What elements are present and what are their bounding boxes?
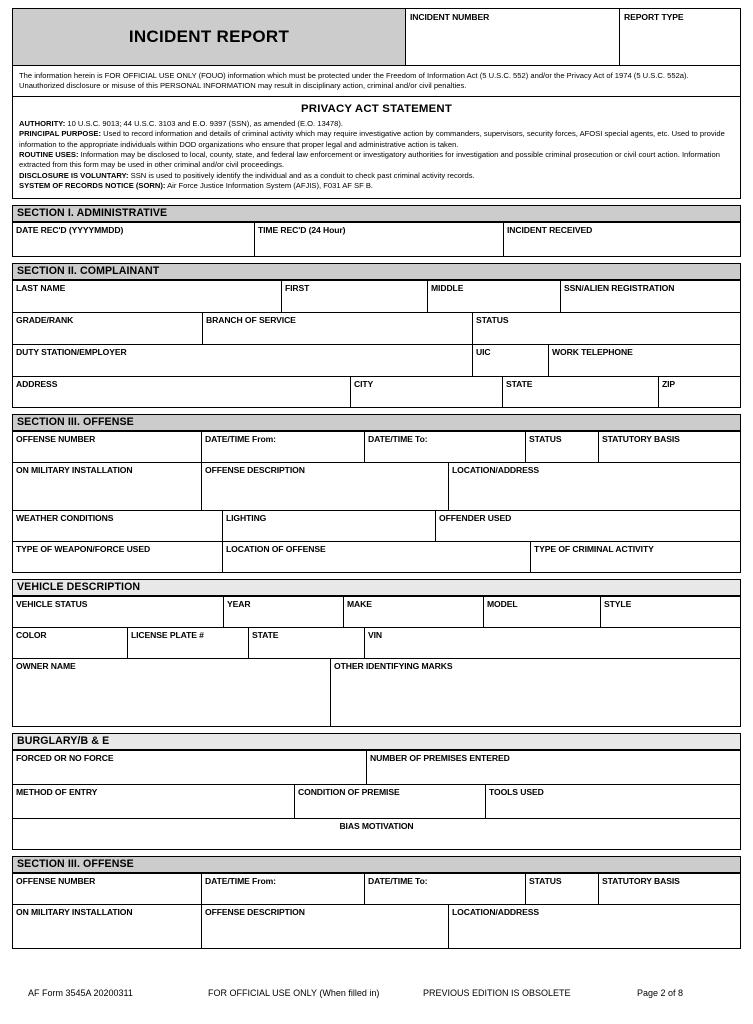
vehicle-year-label: YEAR	[227, 598, 251, 609]
number-of-premises-label: NUMBER OF PREMISES ENTERED	[370, 752, 510, 763]
address-label: ADDRESS	[16, 378, 58, 389]
offense2-status-label: STATUS	[529, 875, 562, 886]
offense-location-address-label: LOCATION/ADDRESS	[452, 464, 540, 475]
forced-or-no-force-label: FORCED OR NO FORCE	[16, 752, 114, 763]
weather-conditions-field[interactable]	[12, 510, 222, 541]
privacy-act-line-label: ROUTINE USES:	[19, 150, 79, 160]
offense2-description-field[interactable]	[201, 904, 448, 948]
offense-datetime-from-field[interactable]	[201, 431, 364, 462]
privacy-act-line	[19, 129, 734, 150]
last-name-field[interactable]	[12, 280, 281, 312]
offense2-location-address-field[interactable]	[448, 904, 741, 948]
work-telephone-field[interactable]	[548, 344, 741, 376]
status-label: STATUS	[476, 314, 509, 325]
owner-name-label: OWNER NAME	[16, 660, 76, 671]
offense-status-field[interactable]	[525, 431, 598, 462]
address-field[interactable]	[12, 376, 350, 407]
privacy-act-line	[19, 119, 734, 129]
type-of-criminal-activity-field[interactable]	[530, 541, 741, 572]
date-recd-field[interactable]	[12, 222, 254, 256]
zip-field[interactable]	[658, 376, 741, 407]
uic-field[interactable]	[472, 344, 548, 376]
first-name-field[interactable]	[281, 280, 427, 312]
privacy-act-line	[19, 171, 734, 181]
section-bar-complainant	[12, 263, 741, 280]
vehicle-color-field[interactable]	[12, 627, 127, 658]
fouo-notice-text: The information herein is FOR OFFICIAL USE ONLY (FOUO) information which must be protected under the Freedom of Information Act (5 U.S.C. 552) and/or the Privacy Act of 1974 (5 U.S.C. 552a). Unauthorized disclosure or misuse of this PERSONAL INFORMATION may result in disciplinary action, criminal and/or civil penalties.	[19, 71, 689, 91]
section-bar-label: SECTION III. OFFENSE	[17, 416, 134, 429]
vehicle-make-field[interactable]	[343, 596, 483, 627]
vehicle-model-label: MODEL	[487, 598, 518, 609]
form-header	[12, 8, 741, 66]
date-recd-label: DATE REC'D (YYYYMMDD)	[16, 224, 124, 235]
offense2-number-label: OFFENSE NUMBER	[16, 875, 96, 886]
offense2-location-address-label: LOCATION/ADDRESS	[452, 906, 540, 917]
offender-used-field[interactable]	[435, 510, 741, 541]
type-of-criminal-activity-label: TYPE OF CRIMINAL ACTIVITY	[534, 543, 654, 554]
time-recd-label: TIME REC'D (24 Hour)	[258, 224, 346, 235]
grade-rank-field[interactable]	[12, 312, 202, 344]
type-of-weapon-label: TYPE OF WEAPON/FORCE USED	[16, 543, 151, 554]
offense2-datetime-from-field[interactable]	[201, 873, 364, 904]
table-row	[12, 510, 741, 541]
offense-number-label: OFFENSE NUMBER	[16, 433, 96, 444]
last-name-label: LAST NAME	[16, 282, 66, 293]
vin-field[interactable]	[364, 627, 741, 658]
table-row	[12, 904, 741, 948]
offense2-on-military-installation-label: ON MILITARY INSTALLATION	[16, 906, 133, 917]
vehicle-style-label: STYLE	[604, 598, 632, 609]
privacy-act-line	[19, 150, 734, 171]
offense-description-label: OFFENSE DESCRIPTION	[205, 464, 305, 475]
number-of-premises-field[interactable]	[366, 750, 741, 784]
work-telephone-label: WORK TELEPHONE	[552, 346, 633, 357]
table-row	[12, 462, 741, 510]
offense2-datetime-to-field[interactable]	[364, 873, 525, 904]
vehicle-model-field[interactable]	[483, 596, 600, 627]
offense2-statutory-basis-field[interactable]	[598, 873, 741, 904]
privacy-act-line-text: 10 U.S.C. 9013; 44 U.S.C. 3103 and E.O. 9397 (SSN), as amended (E.O. 13478).	[65, 118, 344, 128]
state-label: STATE	[506, 378, 533, 389]
branch-of-service-label: BRANCH OF SERVICE	[206, 314, 296, 325]
offense-datetime-to-label: DATE/TIME To:	[368, 433, 428, 444]
city-label: CITY	[354, 378, 374, 389]
forced-or-no-force-field[interactable]	[12, 750, 366, 784]
city-field[interactable]	[350, 376, 502, 407]
page-title: INCIDENT REPORT	[128, 27, 290, 46]
weather-conditions-label: WEATHER CONDITIONS	[16, 512, 114, 523]
privacy-act-line-label: DISCLOSURE IS VOLUNTARY:	[19, 170, 129, 180]
condition-of-premise-field[interactable]	[294, 784, 485, 818]
table-row	[12, 280, 741, 312]
incident-received-label: INCIDENT RECEIVED	[507, 224, 593, 235]
offense2-datetime-to-label: DATE/TIME To:	[368, 875, 428, 886]
duty-station-field[interactable]	[12, 344, 472, 376]
footer-fouo-text: FOR OFFICIAL USE ONLY (When filled in)	[208, 988, 380, 998]
privacy-act-line-label: AUTHORITY:	[19, 118, 66, 128]
license-plate-field[interactable]	[127, 627, 248, 658]
type-of-weapon-field[interactable]	[12, 541, 222, 572]
vin-label: VIN	[368, 629, 383, 640]
vehicle-make-label: MAKE	[347, 598, 372, 609]
privacy-act-line-label: SYSTEM OF RECORDS NOTICE (SORN):	[19, 181, 166, 191]
other-identifying-marks-label: OTHER IDENTIFYING MARKS	[334, 660, 453, 671]
method-of-entry-field[interactable]	[12, 784, 294, 818]
report-type-field[interactable]	[620, 9, 740, 65]
tools-used-field[interactable]	[485, 784, 741, 818]
incident-received-field[interactable]	[503, 222, 741, 256]
ssn-field[interactable]	[560, 280, 741, 312]
footer-form-id: AF Form 3545A 20200311	[28, 988, 133, 998]
offense2-statutory-basis-label: STATUTORY BASIS	[602, 875, 680, 886]
table-row	[12, 312, 741, 344]
footer-previous-edition: PREVIOUS EDITION IS OBSOLETE	[423, 988, 571, 998]
privacy-act-line-text: Used to record information and details of criminal activity which may require investigative action by commanders, supervisors, security forces, AFOSI special agents, etc. Used to provide information to the appropriate individuals within DOD organizations who ensure that proper legal and administrative action is taken.	[19, 129, 725, 149]
vehicle-state-field[interactable]	[248, 627, 364, 658]
table-row	[12, 784, 741, 818]
offense-location-address-field[interactable]	[448, 462, 741, 510]
privacy-act-line-text: Information may be disclosed to local, county, state, and federal law enforcement or investigatory authorities for investigation and possible criminal prosecution or civil court action. Information extracted from this form may be used in other criminal and/or civil proceedings.	[19, 150, 720, 170]
section-bar-label: VEHICLE DESCRIPTION	[17, 581, 141, 594]
offense2-on-military-installation-field[interactable]	[12, 904, 201, 948]
vehicle-year-field[interactable]	[223, 596, 343, 627]
table-row	[12, 658, 741, 726]
tools-used-label: TOOLS USED	[489, 786, 544, 797]
offense2-datetime-from-label: DATE/TIME From:	[205, 875, 276, 886]
method-of-entry-label: METHOD OF ENTRY	[16, 786, 98, 797]
section-bar-offense-2	[12, 856, 741, 873]
section-bar-label: BURGLARY/B & E	[17, 735, 110, 748]
offense-datetime-from-label: DATE/TIME From:	[205, 433, 276, 444]
report-type-label: REPORT TYPE	[624, 12, 684, 22]
section-bar-administrative	[12, 205, 741, 222]
table-row	[12, 818, 741, 849]
branch-of-service-field[interactable]	[202, 312, 472, 344]
footer-page-number: Page 2 of 8	[636, 988, 683, 998]
state-field[interactable]	[502, 376, 658, 407]
table-row	[12, 431, 741, 462]
privacy-act-line	[19, 181, 734, 191]
af-form-3545a	[12, 8, 741, 949]
section-bar-label: SECTION I. ADMINISTRATIVE	[17, 207, 168, 220]
license-plate-label: LICENSE PLATE #	[131, 629, 204, 640]
privacy-act-line-label: PRINCIPAL PURPOSE:	[19, 129, 101, 139]
complainant-table	[12, 280, 741, 408]
bias-motivation-label: BIAS MOTIVATION	[339, 820, 414, 831]
middle-name-field[interactable]	[427, 280, 560, 312]
table-row	[12, 596, 741, 627]
section-bar-vehicle-description	[12, 579, 741, 596]
offense-table	[12, 431, 741, 573]
table-row	[12, 873, 741, 904]
table-row	[12, 750, 741, 784]
table-row	[12, 627, 741, 658]
privacy-act-line-text: Air Force Justice Information System (AFJIS), F031 AF SF B.	[165, 181, 374, 191]
offense2-number-field[interactable]	[12, 873, 201, 904]
bias-motivation-field[interactable]	[12, 818, 741, 849]
offense-number-field[interactable]	[12, 431, 201, 462]
table-row	[12, 376, 741, 407]
owner-name-field[interactable]	[12, 658, 330, 726]
on-military-installation-field[interactable]	[12, 462, 201, 510]
offense-datetime-to-field[interactable]	[364, 431, 525, 462]
vehicle-status-field[interactable]	[12, 596, 223, 627]
offense-status-label: STATUS	[529, 433, 562, 444]
form-title-block	[13, 9, 406, 65]
section-bar-label: SECTION II. COMPLAINANT	[17, 265, 160, 278]
lighting-label: LIGHTING	[226, 512, 267, 523]
condition-of-premise-label: CONDITION OF PREMISE	[298, 786, 400, 797]
vehicle-status-label: VEHICLE STATUS	[16, 598, 88, 609]
ssn-label: SSN/ALIEN REGISTRATION	[564, 282, 675, 293]
table-row	[12, 222, 741, 256]
offender-used-label: OFFENDER USED	[439, 512, 512, 523]
vehicle-table	[12, 596, 741, 727]
section-bar-offense	[12, 414, 741, 431]
offense-table-2	[12, 873, 741, 949]
middle-name-label: MIDDLE	[431, 282, 464, 293]
lighting-field[interactable]	[222, 510, 435, 541]
vehicle-state-label: STATE	[252, 629, 279, 640]
first-name-label: FIRST	[285, 282, 310, 293]
section-bar-label: SECTION III. OFFENSE	[17, 858, 134, 871]
incident-number-label: INCIDENT NUMBER	[410, 12, 490, 22]
section-bar-burglary	[12, 733, 741, 750]
zip-label: ZIP	[662, 378, 676, 389]
table-row	[12, 541, 741, 572]
other-identifying-marks-field[interactable]	[330, 658, 741, 726]
table-row	[12, 344, 741, 376]
privacy-act-statement	[12, 97, 741, 199]
time-recd-field[interactable]	[254, 222, 503, 256]
location-of-offense-field[interactable]	[222, 541, 530, 572]
vehicle-color-label: COLOR	[16, 629, 47, 640]
grade-rank-label: GRADE/RANK	[16, 314, 74, 325]
incident-number-field[interactable]	[406, 9, 620, 65]
vehicle-style-field[interactable]	[600, 596, 741, 627]
offense2-status-field[interactable]	[525, 873, 598, 904]
statutory-basis-label: STATUTORY BASIS	[602, 433, 680, 444]
burglary-table	[12, 750, 741, 850]
uic-label: UIC	[476, 346, 491, 357]
privacy-act-line-text: SSN is used to positively identify the individual and as a conduit to check past criminal activity records.	[128, 170, 475, 180]
fouo-notice	[12, 66, 741, 97]
offense-description-field[interactable]	[201, 462, 448, 510]
statutory-basis-field[interactable]	[598, 431, 741, 462]
duty-station-label: DUTY STATION/EMPLOYER	[16, 346, 127, 357]
on-military-installation-label: ON MILITARY INSTALLATION	[16, 464, 133, 475]
status-field[interactable]	[472, 312, 741, 344]
page-footer	[12, 988, 741, 998]
administrative-table	[12, 222, 741, 257]
location-of-offense-label: LOCATION OF OFFENSE	[226, 543, 326, 554]
privacy-act-title: PRIVACY ACT STATEMENT	[300, 102, 452, 115]
offense2-description-label: OFFENSE DESCRIPTION	[205, 906, 305, 917]
